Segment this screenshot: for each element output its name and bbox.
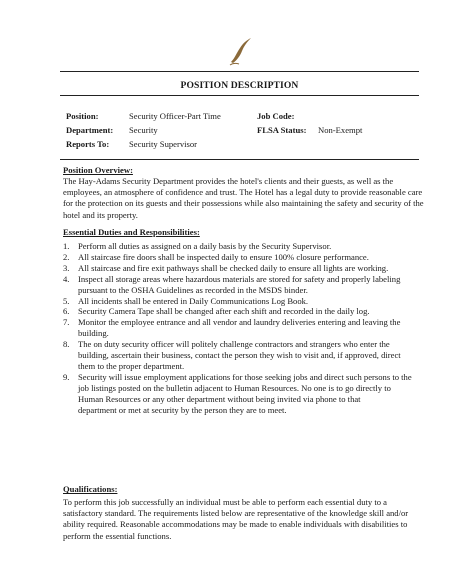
item-text: building. bbox=[78, 328, 109, 339]
item-text: Security Camera Tape shall be changed after each shift and recorded in the daily log. bbox=[78, 306, 370, 317]
department-value: Security bbox=[129, 125, 158, 135]
flsa-status-value: Non-Exempt bbox=[318, 125, 363, 135]
item-text: Perform all duties as assigned on a daily basis by the Security Supervisor. bbox=[78, 241, 332, 251]
item-text: department or met at security by the person they are to meet. bbox=[78, 404, 287, 415]
list-item bbox=[63, 372, 423, 416]
item-number: 4. bbox=[63, 273, 70, 284]
duties-heading: Essential Duties and Responsibilities: bbox=[63, 227, 200, 237]
duties-list bbox=[63, 241, 423, 416]
department-label: Department: bbox=[66, 125, 114, 135]
overview-line: The Hay-Adams Security Department provides the hotel's clients and their guests, as well as the bbox=[63, 176, 394, 186]
item-number: 9. bbox=[63, 371, 70, 382]
qualifications-line: To perform this job successfully an individual must be able to perform each essential duty to a bbox=[63, 497, 387, 507]
position-value: Security Officer-Part Time bbox=[129, 111, 221, 121]
qualifications-line: satisfactory standard. The requirements listed below are representative of the knowledge skill and/or bbox=[63, 508, 409, 519]
item-text: building, ascertain their business, contact the person they wish to visit and, if approved, direct bbox=[78, 350, 401, 361]
item-text: pursuant to the OSHA Guidelines as recorded in the MSDS binder. bbox=[78, 284, 308, 295]
overview-paragraph bbox=[63, 176, 424, 221]
top-rule bbox=[60, 71, 419, 72]
item-number: 6. bbox=[63, 306, 70, 317]
item-number: 7. bbox=[63, 317, 70, 328]
item-text: Monitor the employee entrance and all vendor and laundry deliveries entering and leaving the bbox=[78, 317, 401, 328]
list-item bbox=[63, 274, 423, 296]
qualifications-line: ability required. Reasonable accommodations may be made to enable individuals with disabilities to bbox=[63, 519, 408, 530]
item-number: 2. bbox=[63, 251, 70, 262]
item-number: 1. bbox=[63, 241, 70, 251]
flsa-status-label: FLSA Status: bbox=[257, 125, 307, 135]
position-label: Position: bbox=[66, 111, 99, 121]
item-text: All staircase fire doors shall be inspected daily to ensure 100% closure performance. bbox=[78, 251, 369, 262]
list-item bbox=[63, 339, 423, 372]
qualifications-line: perform the essential functions. bbox=[63, 530, 172, 541]
item-text: All incidents shall be entered in Daily Communications Log Book. bbox=[78, 295, 309, 306]
list-item bbox=[63, 241, 423, 252]
item-text: Human Resources or any other department without being invited via phone to that bbox=[78, 393, 361, 404]
overview-line: employees, an atmosphere of confidence and trust. The Hotel has a legal duty to provide reasonable care bbox=[63, 187, 423, 198]
item-number: 8. bbox=[63, 339, 70, 350]
list-item bbox=[63, 263, 423, 274]
overview-heading: Position Overview: bbox=[63, 165, 133, 175]
item-text: Security will issue employment applications for those seeking jobs and direct such persons to the bbox=[78, 371, 412, 382]
list-item bbox=[63, 306, 423, 317]
list-item bbox=[63, 317, 423, 339]
title-rule bbox=[60, 95, 419, 96]
reports-to-label: Reports To: bbox=[66, 139, 110, 149]
item-text: job listings posted on the bulletin adjacent to Human Resources. No one is to go directly to bbox=[78, 382, 391, 393]
qualifications-heading: Qualifications: bbox=[63, 484, 118, 494]
document-title: POSITION DESCRIPTION bbox=[180, 80, 299, 91]
list-item bbox=[63, 252, 423, 263]
fields-rule bbox=[60, 159, 419, 160]
overview-line: for the protection on its guests and their possessions while also maintaining the safety and security of the bbox=[63, 198, 424, 209]
item-number: 3. bbox=[63, 262, 70, 273]
item-text: All staircase and fire exit pathways shall be checked daily to ensure all lights are working. bbox=[78, 262, 389, 273]
job-code-label: Job Code: bbox=[257, 111, 295, 121]
item-text: them to the proper department. bbox=[78, 360, 185, 371]
quill-swash-icon bbox=[228, 36, 254, 68]
list-item bbox=[63, 296, 423, 307]
reports-to-value: Security Supervisor bbox=[129, 139, 198, 149]
item-text: Inspect all storage areas where hazardous materials are stored for safety and properly labeling bbox=[78, 273, 401, 284]
item-number: 5. bbox=[63, 295, 70, 306]
item-text: The on duty security officer will politely challenge contractors and strangers who enter the bbox=[78, 339, 390, 350]
qualifications-paragraph bbox=[63, 497, 418, 542]
overview-line: hotel and its property. bbox=[63, 209, 138, 220]
